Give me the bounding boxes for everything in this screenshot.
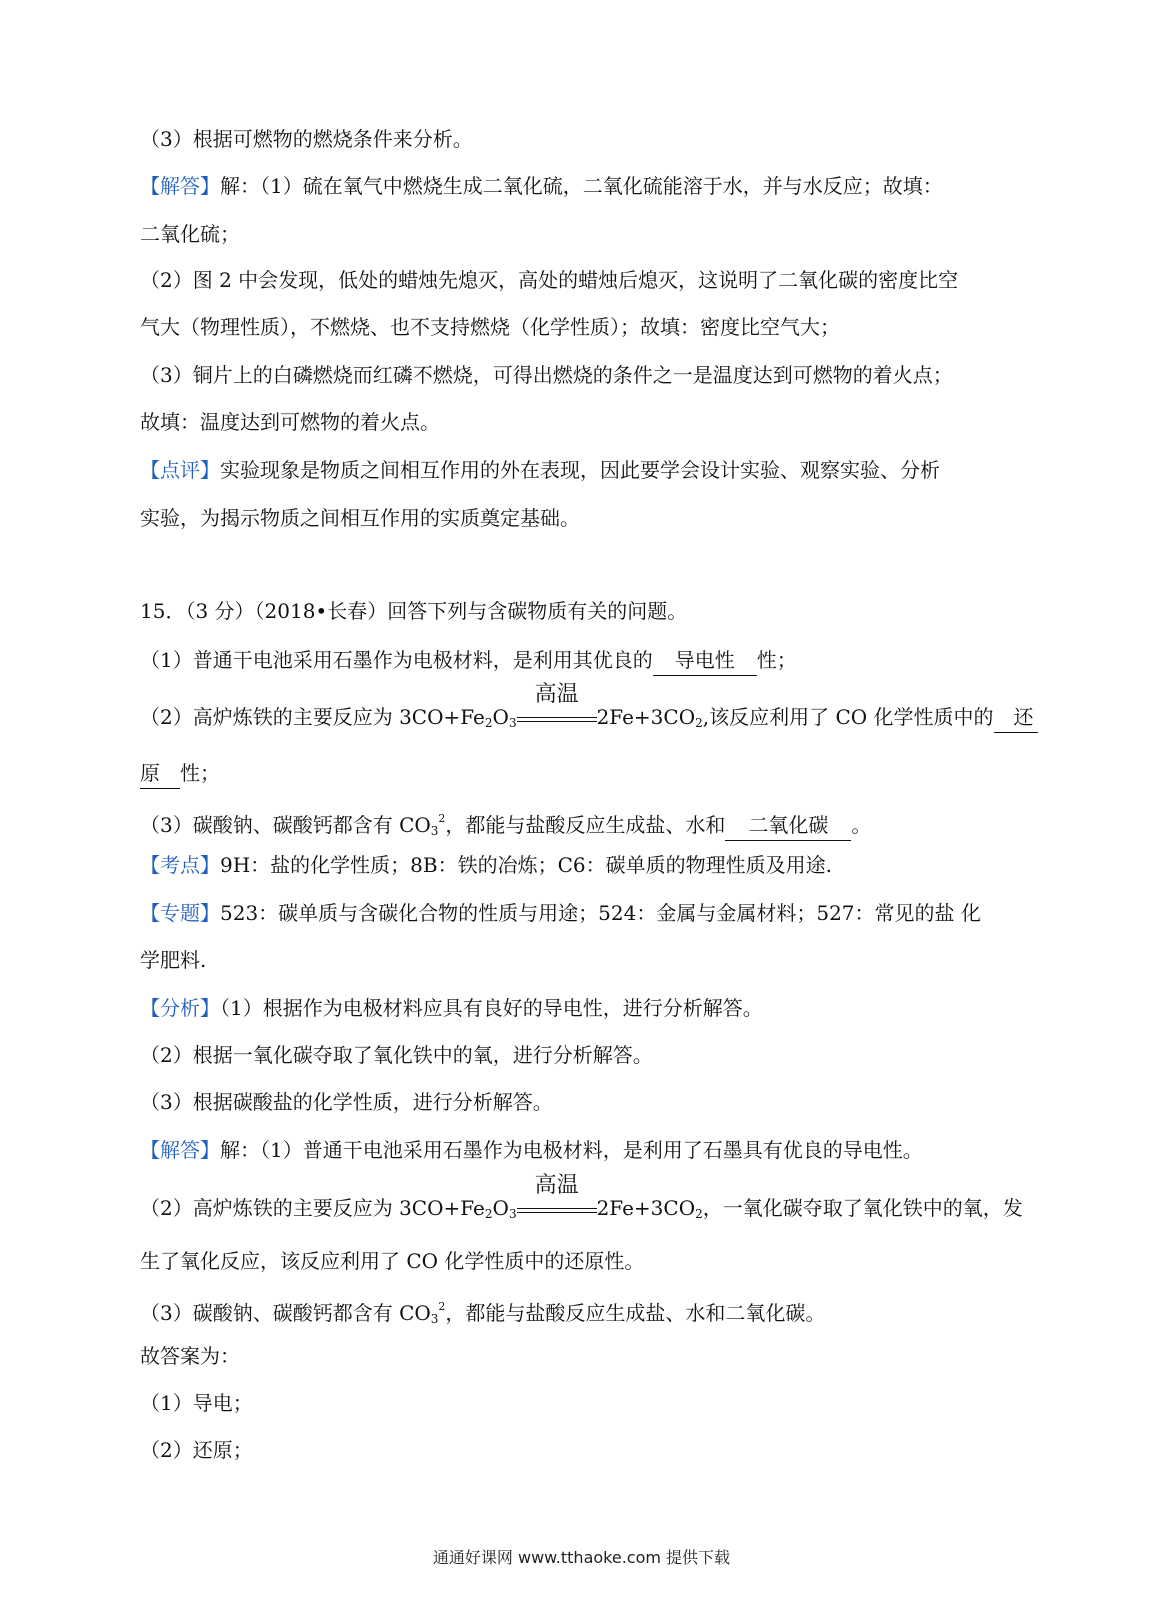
text-span: 。 [851, 813, 872, 837]
text-line: （2）图 2 中会发现，低处的蜡烛先熄灭，高处的蜡烛后熄灭，这说明了二氧化碳的密度比空 [140, 268, 959, 292]
section-tag-topic: 【专题】 [140, 901, 220, 925]
text-span: 解：（1）普通干电池采用石墨作为电极材料，是利用了石墨具有优良的导电性。 [220, 1138, 923, 1162]
text-line: 二氧化硫； [140, 222, 240, 246]
text-line [140, 758, 220, 789]
answer-blank: 原 [140, 758, 180, 789]
condition-label: 高温 [534, 681, 579, 707]
text-span: ,该反应利用了 CO 化学性质中的 [702, 705, 994, 729]
condition-label: 高温 [534, 1172, 579, 1198]
text-line: （2）还原； [140, 1438, 253, 1462]
text-line: 学肥料. [140, 948, 207, 972]
text-span: （2）高炉炼铁的主要反应为 3CO+Fe [140, 705, 485, 729]
page-footer: 通通好课网 www.tthaoke.com 提供下载 [432, 1548, 731, 1567]
question-part-3 [140, 804, 871, 846]
text-line: （2）根据一氧化碳夺取了氧化铁中的氧，进行分析解答。 [140, 1043, 653, 1067]
text-line: （1）导电； [140, 1391, 253, 1415]
answer-blank: 还 [994, 702, 1038, 733]
text-line: （3）铜片上的白磷燃烧而红磷不燃烧，可得出燃烧的条件之一是温度达到可燃物的着火点； [140, 363, 953, 387]
text-span: 实验现象是物质之间相互作用的外在表现，因此要学会设计实验、观察实验、分析 [220, 458, 940, 482]
superscript: 2 [438, 812, 446, 825]
answer-blank: 导电性 [653, 645, 757, 676]
subscript: 3 [508, 1207, 517, 1221]
subscript: 2 [695, 1207, 703, 1221]
text-span: （3）碳酸钠、碳酸钙都含有 CO [140, 1301, 431, 1325]
text-line [140, 171, 943, 201]
text-line: 生了氧化反应，该反应利用了 CO 化学性质中的还原性。 [140, 1249, 645, 1273]
text-line: 故填：温度达到可燃物的着火点。 [140, 410, 440, 434]
question-heading: 15．（3 分）（2018•长春）回答下列与含碳物质有关的问题。 [140, 599, 688, 623]
text-line [140, 455, 940, 485]
text-line: 实验，为揭示物质之间相互作用的实质奠定基础。 [140, 506, 580, 530]
text-span: 2Fe+3CO [596, 1196, 696, 1220]
text-span: O [492, 705, 509, 729]
text-span: 解：（1）硫在氧气中燃烧生成二氧化硫，二氧化硫能溶于水，并与水反应；故填： [220, 174, 943, 198]
text-line: （3）根据碳酸盐的化学性质，进行分析解答。 [140, 1090, 553, 1114]
subscript: 2 [484, 1207, 493, 1221]
text-span: 523：碳单质与含碳化合物的性质与用途；524：金属与金属材料；527：常见的盐 化 [220, 901, 981, 925]
text-span: 性； [756, 648, 797, 672]
text-span: （2）高炉炼铁的主要反应为 3CO+Fe [140, 1196, 485, 1220]
text-span: （1）根据作为电极材料应具有良好的导电性，进行分析解答。 [220, 996, 763, 1020]
text-span: ，都能与盐酸反应生成盐、水和 [445, 813, 726, 837]
text-line [140, 993, 763, 1023]
section-tag-point: 【考点】 [140, 853, 220, 877]
question-part-1 [140, 645, 797, 676]
section-tag-answer: 【解答】 [140, 174, 220, 198]
text-span: （1）普通干电池采用石墨作为电极材料，是利用其优良的 [140, 648, 653, 672]
text-span: 性； [180, 761, 220, 785]
superscript: 2 [438, 1300, 446, 1313]
subscript: 2 [695, 716, 703, 730]
section-tag-answer: 【解答】 [140, 1138, 220, 1162]
text-span: 9H：盐的化学性质；8B：铁的冶炼；C6：碳单质的物理性质及用途. [220, 853, 832, 877]
subscript: 3 [430, 824, 439, 838]
text-span: ，都能与盐酸反应生成盐、水和二氧化碳。 [445, 1301, 826, 1325]
reaction-condition [517, 681, 597, 734]
section-tag-comment: 【点评】 [140, 458, 220, 482]
subscript: 3 [430, 1312, 439, 1326]
text-span: O [492, 1196, 509, 1220]
answer-blank: 二氧化碳 [725, 810, 851, 841]
reaction-condition [517, 1172, 597, 1225]
text-line [140, 850, 832, 880]
text-span: （3）碳酸钠、碳酸钙都含有 CO [140, 813, 431, 837]
text-span: 2Fe+3CO [596, 705, 696, 729]
text-line [140, 1292, 825, 1334]
section-tag-analysis: 【分析】 [140, 996, 220, 1020]
question-part-2 [140, 681, 1038, 738]
text-line: （3）根据可燃物的燃烧条件来分析。 [140, 127, 473, 151]
text-line: 气大（物理性质），不燃烧、也不支持燃烧（化学性质）；故填：密度比空气大； [140, 315, 840, 339]
text-span: ，一氧化碳夺取了氧化铁中的氧，发 [702, 1196, 1023, 1220]
subscript: 3 [508, 716, 517, 730]
text-line [140, 1172, 1023, 1229]
text-line [140, 1135, 923, 1165]
text-line: 故答案为： [140, 1344, 240, 1368]
subscript: 2 [484, 716, 493, 730]
text-line [140, 898, 981, 928]
